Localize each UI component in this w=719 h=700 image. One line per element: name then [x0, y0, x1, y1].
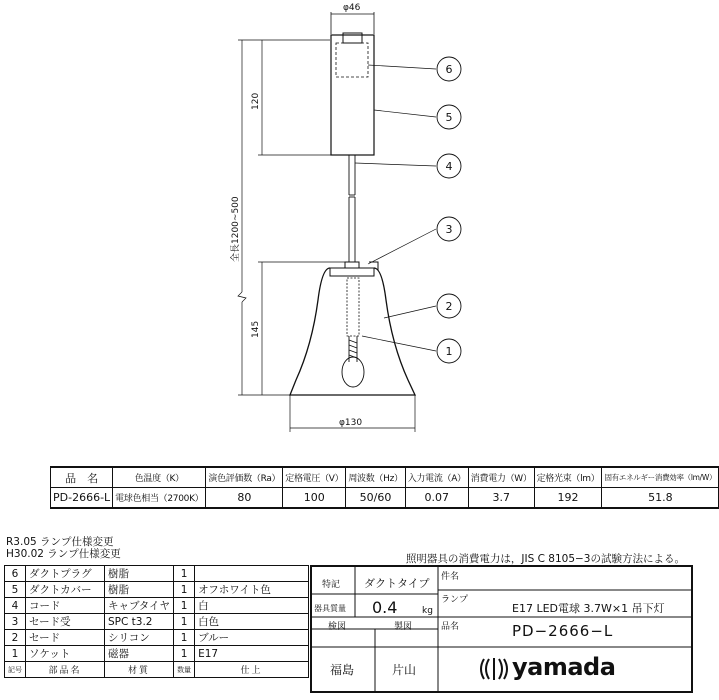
upper-height-dimension: [258, 40, 331, 155]
footer-name: 部品名: [26, 662, 105, 678]
weight-value: 0.4: [372, 598, 398, 617]
spec-header-efficiency: 固有エネルギー消費効率（lm/W）: [602, 467, 719, 488]
part-no: 5: [5, 582, 26, 598]
spec-cell: 100: [283, 488, 346, 509]
spec-cell: 192: [534, 488, 602, 509]
part-qty: 1: [174, 630, 195, 646]
kenzu-label: 検図: [328, 622, 347, 632]
spec-header-color-temp: 色温度（K）: [113, 467, 206, 488]
parts-row: [5, 598, 309, 614]
brand-logo: [480, 651, 680, 685]
parts-row: [5, 582, 309, 598]
parts-row: [5, 630, 309, 646]
part-no: 1: [5, 646, 26, 662]
kenzu-value: 福島: [330, 663, 355, 677]
part-finish: 白色: [195, 614, 309, 630]
footer-qty: 数量: [174, 662, 195, 678]
parts-table: [4, 565, 309, 678]
part-name: ダクトカバー: [26, 582, 105, 598]
part-finish: オフホワイト色: [195, 582, 309, 598]
parts-row: [5, 614, 309, 630]
spec-header-name: 品 名: [51, 467, 113, 488]
part-finish: 白: [195, 598, 309, 614]
callout-5: 5: [445, 111, 453, 124]
part-qty: 1: [174, 598, 195, 614]
hinmei-label: 品名: [441, 622, 460, 632]
led-bulb: [342, 336, 364, 387]
spec-cell: PD-2666-L: [51, 488, 113, 509]
part-material: SPC t3.2: [105, 614, 174, 630]
parts-row: [5, 566, 309, 582]
shade-height-dimension: [258, 262, 345, 395]
spec-cell: 80: [206, 488, 283, 509]
part-no: 6: [5, 566, 26, 582]
callout-leaders: [355, 65, 436, 351]
title-block: [310, 565, 693, 693]
spec-header-row: [51, 467, 719, 488]
tokki-value: ダクトタイプ: [364, 577, 430, 590]
lamp-value: E17 LED電球 3.7W×1 吊下灯: [512, 602, 665, 615]
spec-header-lumen: 定格光束（lm）: [534, 467, 602, 488]
part-material: 樹脂: [105, 582, 174, 598]
weight-label: 器具質量: [314, 604, 346, 613]
part-finish: E17: [195, 646, 309, 662]
part-qty: 1: [174, 582, 195, 598]
part-qty: 1: [174, 566, 195, 582]
spec-cell: 50/60: [346, 488, 405, 509]
parts-footer: [5, 662, 309, 678]
shade-width-label: φ130: [339, 418, 363, 428]
shade-receiver: [330, 262, 378, 276]
part-no: 4: [5, 598, 26, 614]
cord: [349, 155, 355, 262]
seizu-value: 片山: [392, 663, 417, 677]
part-material: シリコン: [105, 630, 174, 646]
spec-header-power: 消費電力（W）: [468, 467, 534, 488]
duct-cover: [331, 33, 374, 155]
footer-no: 記号: [5, 662, 26, 678]
spec-header-voltage: 定格電圧（V）: [283, 467, 346, 488]
spec-header-frequency: 周波数（Hz）: [346, 467, 405, 488]
socket: [347, 278, 359, 336]
tokki-label: 特記: [322, 580, 341, 590]
spec-header-ra: 演色評価数（Ra）: [206, 467, 283, 488]
spec-cell: 0.07: [405, 488, 468, 509]
spec-table: [50, 466, 719, 509]
part-name: ダクトプラグ: [26, 566, 105, 582]
part-material: 樹脂: [105, 566, 174, 582]
upper-height-label: 120: [251, 92, 261, 110]
part-material: キャブタイヤ: [105, 598, 174, 614]
hinmei-value: PD−2666−L: [512, 622, 614, 640]
spec-header-current: 入力電流（A）: [405, 467, 468, 488]
revision-2: H30.02 ランプ仕様変更: [6, 548, 121, 560]
power-notice: 照明器具の消費電力は，JIS C 8105−3の試験方法による。: [405, 553, 685, 565]
lamp-label: ランプ: [441, 595, 469, 605]
callout-circles: [437, 57, 461, 363]
weight-unit: kg: [422, 606, 433, 616]
seizu-label: 製図: [394, 622, 413, 632]
yamada-mark-icon: [480, 655, 508, 683]
footer-material: 材質: [105, 662, 174, 678]
spec-cell: 電球色相当（2700K）: [113, 488, 206, 509]
part-name: コード: [26, 598, 105, 614]
spec-cell: 51.8: [602, 488, 719, 509]
callout-1: 1: [445, 345, 453, 358]
footer-finish: 仕上: [195, 662, 309, 678]
part-name: セード: [26, 630, 105, 646]
brand-text: yamada: [512, 653, 616, 681]
callout-2: 2: [445, 300, 453, 313]
parts-row: [5, 646, 309, 662]
spec-cell: 3.7: [468, 488, 534, 509]
shade-height-label: 145: [251, 320, 261, 338]
part-qty: 1: [174, 614, 195, 630]
meisho-label: 件名: [441, 572, 460, 582]
part-finish: ブルー: [195, 630, 309, 646]
callout-6: 6: [445, 63, 453, 76]
part-no: 2: [5, 630, 26, 646]
part-finish: [195, 566, 309, 582]
spec-row: [51, 488, 719, 509]
part-name: セード受: [26, 614, 105, 630]
part-no: 3: [5, 614, 26, 630]
callout-4: 4: [445, 160, 453, 173]
part-material: 磁器: [105, 646, 174, 662]
overall-length-label: 全長1200~500: [231, 196, 241, 262]
top-width-dimension: [331, 12, 374, 34]
revision-1: R3.05 ランプ仕様変更: [6, 536, 114, 548]
top-width-label: φ46: [343, 3, 361, 13]
part-name: ソケット: [26, 646, 105, 662]
shade: [290, 268, 415, 395]
callout-3: 3: [445, 223, 453, 236]
part-qty: 1: [174, 646, 195, 662]
